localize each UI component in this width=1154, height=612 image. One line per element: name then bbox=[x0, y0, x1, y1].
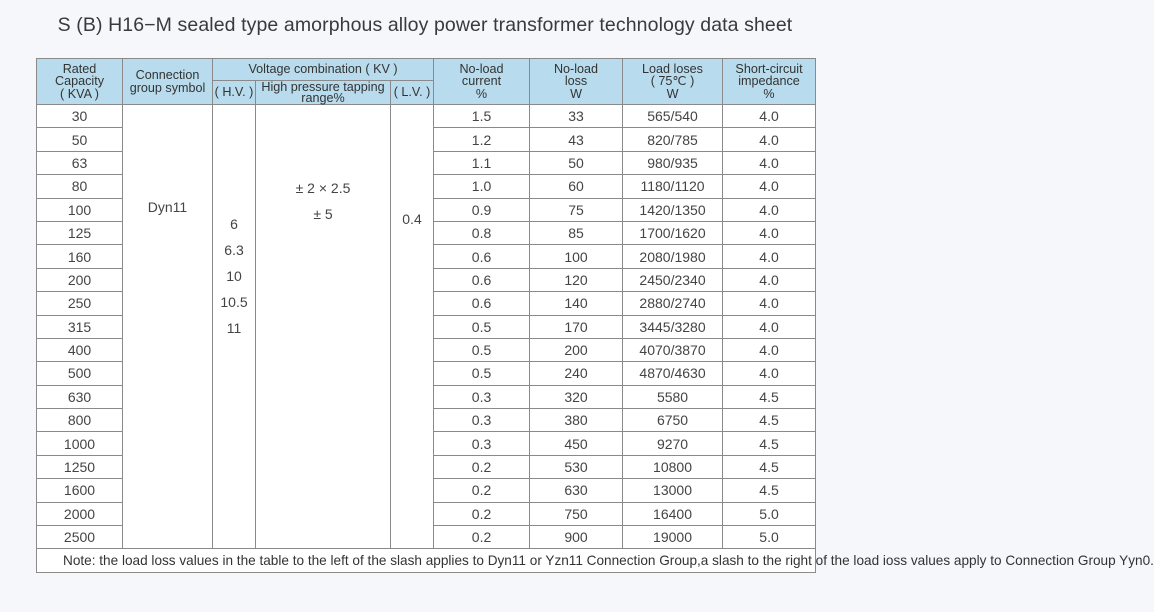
cell-impedance: 4.5 bbox=[723, 479, 816, 502]
header-line: W bbox=[570, 86, 582, 101]
cell-load-loss: 10800 bbox=[623, 455, 723, 478]
cell-no-load-loss: 100 bbox=[530, 245, 623, 268]
header-line: Short-circuit bbox=[735, 61, 803, 76]
header-lv: ( L.V. ) bbox=[391, 81, 434, 105]
cell-no-load-loss: 750 bbox=[530, 502, 623, 525]
page-title: S (B) H16−M sealed type amorphous alloy power transformer technology data sheet bbox=[57, 14, 793, 36]
cell-load-loss: 9270 bbox=[623, 432, 723, 455]
cell-no-load-current: 0.6 bbox=[434, 245, 530, 268]
header-line: loss bbox=[564, 74, 588, 89]
cell-no-load-current: 0.2 bbox=[434, 455, 530, 478]
cell-no-load-current: 1.5 bbox=[434, 105, 530, 128]
header-rated-capacity bbox=[37, 59, 123, 105]
cell-rated-capacity: 630 bbox=[37, 385, 123, 408]
cell-no-load-current: 1.1 bbox=[434, 151, 530, 174]
cell-tapping-range bbox=[256, 105, 391, 549]
header-line: High pressure tapping bbox=[261, 79, 385, 94]
cell-no-load-loss: 630 bbox=[530, 479, 623, 502]
cell-rated-capacity: 50 bbox=[37, 128, 123, 151]
cell-impedance: 4.5 bbox=[723, 409, 816, 432]
cell-load-loss: 4870/4630 bbox=[623, 362, 723, 385]
cell-no-load-current: 1.0 bbox=[434, 175, 530, 198]
cell-rated-capacity: 400 bbox=[37, 338, 123, 361]
cell-rated-capacity: 30 bbox=[37, 105, 123, 128]
cell-no-load-current: 0.6 bbox=[434, 292, 530, 315]
cell-rated-capacity: 1600 bbox=[37, 479, 123, 502]
cell-rated-capacity: 500 bbox=[37, 362, 123, 385]
header-voltage-combination: Voltage combination ( KV ) bbox=[213, 59, 434, 81]
header-impedance bbox=[723, 59, 816, 105]
cell-no-load-current: 0.6 bbox=[434, 268, 530, 291]
cell-impedance: 4.0 bbox=[723, 128, 816, 151]
cell-no-load-current: 0.9 bbox=[434, 198, 530, 221]
cell-load-loss: 980/935 bbox=[623, 151, 723, 174]
header-line: ( 75℃ ) bbox=[650, 74, 695, 89]
tapping-value: ± 2 × 2.5 bbox=[295, 179, 351, 196]
cell-no-load-loss: 43 bbox=[530, 128, 623, 151]
cell-no-load-current: 0.3 bbox=[434, 432, 530, 455]
cell-rated-capacity: 800 bbox=[37, 409, 123, 432]
lv-value: 0.4 bbox=[402, 210, 422, 227]
cell-no-load-loss: 120 bbox=[530, 268, 623, 291]
cell-no-load-loss: 60 bbox=[530, 175, 623, 198]
cell-no-load-loss: 85 bbox=[530, 221, 623, 244]
data-sheet-table bbox=[36, 58, 1154, 573]
cell-load-loss: 2080/1980 bbox=[623, 245, 723, 268]
cell-impedance: 4.5 bbox=[723, 385, 816, 408]
cell-impedance: 5.0 bbox=[723, 502, 816, 525]
cell-lv bbox=[391, 105, 434, 549]
header-line: Load loses bbox=[642, 61, 703, 76]
hv-value: 10.5 bbox=[220, 293, 248, 310]
hv-value: 6 bbox=[230, 215, 238, 232]
cell-no-load-current: 0.8 bbox=[434, 221, 530, 244]
cell-rated-capacity: 125 bbox=[37, 221, 123, 244]
cell-rated-capacity: 100 bbox=[37, 198, 123, 221]
cell-impedance: 4.0 bbox=[723, 292, 816, 315]
cell-load-loss: 1420/1350 bbox=[623, 198, 723, 221]
cell-rated-capacity: 315 bbox=[37, 315, 123, 338]
cell-load-loss: 1700/1620 bbox=[623, 221, 723, 244]
cell-load-loss: 3445/3280 bbox=[623, 315, 723, 338]
note-row bbox=[37, 549, 816, 572]
cell-load-loss: 820/785 bbox=[623, 128, 723, 151]
cell-load-loss: 13000 bbox=[623, 479, 723, 502]
cell-no-load-current: 0.5 bbox=[434, 338, 530, 361]
cell-load-loss: 4070/3870 bbox=[623, 338, 723, 361]
cell-rated-capacity: 80 bbox=[37, 175, 123, 198]
header-tapping-range bbox=[256, 81, 391, 105]
header-connection-group bbox=[123, 59, 213, 105]
cell-no-load-loss: 200 bbox=[530, 338, 623, 361]
cell-no-load-loss: 33 bbox=[530, 105, 623, 128]
table-header bbox=[37, 59, 816, 105]
cell-impedance: 4.0 bbox=[723, 362, 816, 385]
table-row bbox=[37, 105, 816, 128]
cell-no-load-current: 0.2 bbox=[434, 526, 530, 549]
cell-no-load-loss: 380 bbox=[530, 409, 623, 432]
table-note: Note: the load loss values in the table to the left of the slash applies to Dyn11 or Yzn11 Connection Group,a slash to the right of the load ioss values apply to Connection Group Yyn0. bbox=[37, 549, 816, 572]
cell-load-loss: 565/540 bbox=[623, 105, 723, 128]
hv-value: 11 bbox=[226, 319, 242, 336]
header-line: % bbox=[475, 86, 488, 101]
header-line: No-load bbox=[553, 61, 599, 76]
cell-no-load-current: 0.3 bbox=[434, 409, 530, 432]
cell-load-loss: 5580 bbox=[623, 385, 723, 408]
header-hv: ( H.V. ) bbox=[213, 81, 256, 105]
cell-rated-capacity: 63 bbox=[37, 151, 123, 174]
header-no-load-current bbox=[434, 59, 530, 105]
cell-no-load-loss: 170 bbox=[530, 315, 623, 338]
header-line: Capacity bbox=[55, 74, 104, 89]
cell-no-load-loss: 240 bbox=[530, 362, 623, 385]
cell-no-load-loss: 530 bbox=[530, 455, 623, 478]
header-line: No-load bbox=[459, 61, 504, 76]
connection-group-value: Dyn11 bbox=[147, 198, 188, 215]
cell-impedance: 4.0 bbox=[723, 221, 816, 244]
cell-no-load-current: 0.3 bbox=[434, 385, 530, 408]
cell-impedance: 4.0 bbox=[723, 175, 816, 198]
header-line: Connection bbox=[135, 68, 200, 82]
cell-impedance: 4.0 bbox=[723, 151, 816, 174]
cell-impedance: 4.0 bbox=[723, 338, 816, 361]
cell-no-load-current: 0.5 bbox=[434, 315, 530, 338]
cell-load-loss: 19000 bbox=[623, 526, 723, 549]
cell-rated-capacity: 1000 bbox=[37, 432, 123, 455]
cell-rated-capacity: 2000 bbox=[37, 502, 123, 525]
cell-impedance: 5.0 bbox=[723, 526, 816, 549]
cell-impedance: 4.0 bbox=[723, 105, 816, 128]
header-load-loss bbox=[623, 59, 723, 105]
header-line: W bbox=[666, 86, 679, 101]
header-line: Rated bbox=[62, 61, 97, 76]
header-line: group symbol bbox=[129, 80, 206, 95]
cell-rated-capacity: 1250 bbox=[37, 455, 123, 478]
cell-impedance: 4.0 bbox=[723, 268, 816, 291]
cell-no-load-current: 1.2 bbox=[434, 128, 530, 151]
header-line: impedance bbox=[738, 74, 800, 89]
hv-value: 6.3 bbox=[224, 241, 244, 258]
header-no-load-loss bbox=[530, 59, 623, 105]
cell-rated-capacity: 200 bbox=[37, 268, 123, 291]
cell-rated-capacity: 250 bbox=[37, 292, 123, 315]
cell-no-load-current: 0.2 bbox=[434, 479, 530, 502]
cell-load-loss: 1180/1120 bbox=[623, 175, 723, 198]
cell-hv-values bbox=[213, 105, 256, 549]
header-line: range% bbox=[301, 90, 345, 105]
cell-load-loss: 2450/2340 bbox=[623, 268, 723, 291]
table-body bbox=[37, 105, 1154, 573]
cell-no-load-loss: 320 bbox=[530, 385, 623, 408]
cell-no-load-current: 0.2 bbox=[434, 502, 530, 525]
cell-impedance: 4.0 bbox=[723, 315, 816, 338]
cell-rated-capacity: 2500 bbox=[37, 526, 123, 549]
cell-connection-group bbox=[123, 105, 213, 549]
cell-impedance: 4.0 bbox=[723, 245, 816, 268]
header-line: current bbox=[461, 74, 502, 89]
cell-no-load-current: 0.5 bbox=[434, 362, 530, 385]
cell-impedance: 4.5 bbox=[723, 432, 816, 455]
cell-no-load-loss: 450 bbox=[530, 432, 623, 455]
tapping-value: ± 5 bbox=[313, 205, 333, 222]
header-line: ( KVA ) bbox=[60, 86, 99, 101]
header-line: % bbox=[763, 86, 775, 101]
cell-impedance: 4.0 bbox=[723, 198, 816, 221]
cell-load-loss: 2880/2740 bbox=[623, 292, 723, 315]
cell-no-load-loss: 140 bbox=[530, 292, 623, 315]
cell-no-load-loss: 75 bbox=[530, 198, 623, 221]
cell-load-loss: 6750 bbox=[623, 409, 723, 432]
hv-value: 10 bbox=[226, 267, 242, 284]
cell-no-load-loss: 50 bbox=[530, 151, 623, 174]
cell-load-loss: 16400 bbox=[623, 502, 723, 525]
cell-impedance: 4.5 bbox=[723, 455, 816, 478]
cell-rated-capacity: 160 bbox=[37, 245, 123, 268]
cell-no-load-loss: 900 bbox=[530, 526, 623, 549]
